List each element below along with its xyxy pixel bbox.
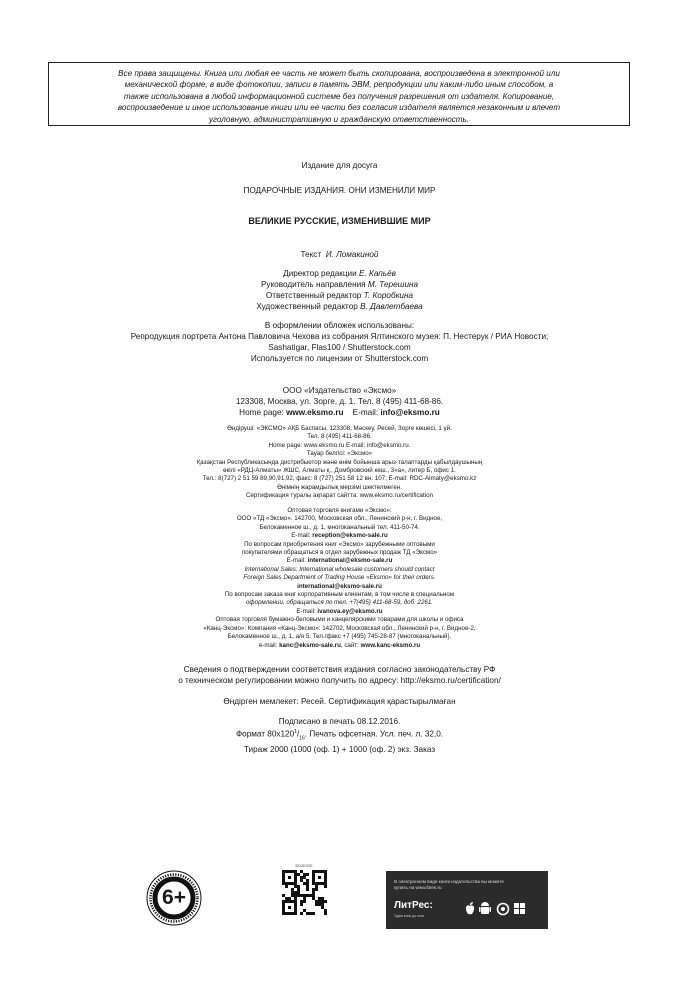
corporate-email-link[interactable]: ivanova.ey@eksmo.ru: [317, 607, 383, 615]
credit-name: М. Терешина: [367, 280, 419, 289]
kz-line: Өнімнің жарамдылық мерзімі шектелмеген.: [277, 483, 402, 491]
site-label: , сайт:: [340, 641, 361, 649]
credits: [20, 268, 659, 312]
conformity-info: [20, 664, 659, 686]
email-link[interactable]: info@eksmo.ru: [380, 408, 440, 417]
intl-email-line: [20, 557, 659, 565]
edition-type: Издание для досуга: [301, 161, 378, 170]
qr-code[interactable]: [274, 864, 334, 934]
credit-name: Е. Капьёв: [358, 269, 396, 278]
intl-sales-email-link[interactable]: international@eksmo-sale.ru: [297, 582, 382, 590]
stationery-contacts: [20, 642, 659, 650]
book-title: ВЕЛИКИЕ РУССКИЕ, ИЗМЕНИВШИЕ МИР: [248, 216, 431, 226]
apple-icon: [466, 902, 474, 914]
text-author-label: Текст: [300, 250, 322, 259]
format-line: Формат $80х120^1/_{16}$. Печать офсетная. Усл. печ. л. 32,0.: [235, 729, 444, 742]
conformity-line: о техническом регулировании можно получить по адресу: http://eksmo.ru/certification/: [178, 676, 501, 685]
copyright-line: воспроизведение и иное использование книги или ее части без согласия издателя является незаконным и влечет: [117, 103, 561, 113]
corporate-email-line: [20, 608, 659, 616]
print-info: [20, 716, 659, 755]
android-icon: [479, 902, 491, 914]
conformity-line: Сведения о подтверждении соответствия издания согласно законодательству РФ: [183, 665, 496, 674]
kz-line: Тел.: 8(727) 2 51 59 89,90,91,92, факс: 8 (727) 251 58 12 вн. 107; E-mail: RDC-Almaty@eksmo.kz: [202, 475, 477, 483]
intl-sales-text: International Sales: International wholesale customers should contact: [244, 565, 435, 573]
homepage-label: Home page:: [239, 408, 287, 417]
litres-promo-text: В электронном виде книги издательства вы можете купить на www.litres.ru: [394, 879, 504, 890]
blackberry-icon: [498, 904, 509, 915]
wholesale-company: Белокаменное ш., д. 1, многоканальный тел. 411-50-74.: [259, 523, 420, 531]
publisher-address: 123308, Москва, ул. Зорге, д. 1. Тел. 8 (495) 411-68-86.: [235, 397, 444, 406]
kazakh-manufacturer-block: [20, 425, 659, 501]
print-run: Тираж 2000 (1000 (оф. 1) + 1000 (оф. 2) экз. Заказ: [243, 745, 436, 755]
platform-icons: [462, 901, 542, 922]
publisher-name: ООО «Издательство «Эксмо»: [282, 386, 397, 395]
corporate-text: По вопросам заказа книг корпоративным клиентам, в том числе в специальном: [224, 591, 455, 599]
publisher-contacts: [20, 407, 659, 418]
credit-role: Директор редакции: [283, 269, 357, 278]
kz-line: Home page: www.eksmo.ru E-mail: info@eksmo.ru.: [268, 441, 411, 449]
text-author-name: И. Ломакиной: [325, 250, 379, 259]
email-label: E-mail:: [286, 557, 308, 565]
format-denominator: 16: [299, 735, 305, 742]
litres-tagline: Один клик до книг: [394, 914, 425, 918]
email-label: e-mail:: [258, 641, 280, 649]
reception-email-link[interactable]: reception@eksmo-sale.ru: [312, 532, 388, 540]
wholesale-email-line: [20, 532, 659, 540]
credit-role: Ответственный редактор: [265, 291, 362, 300]
text-author: [20, 249, 659, 260]
qr-caption: BOOKS2D: [295, 864, 313, 868]
foreign-buyers-text: По вопросам приобретения книг «Эксмо» зарубежными оптовыми: [244, 540, 435, 548]
wholesale-block: [20, 507, 659, 650]
copyright-line: механической форме, в виде фотокопии, записи в память ЭВМ, репродукции или каким-либо иным способом, а: [124, 80, 554, 90]
windows-icon: [514, 903, 525, 914]
cover-line: Sashatigar, Flas100 / Shutterstock.com: [268, 343, 411, 352]
cover-design-credits: [20, 320, 659, 364]
kanc-email-link[interactable]: kanc@eksmo-sale.ru: [279, 641, 341, 649]
credit-role: Художественный редактор: [256, 302, 358, 311]
kz-line: өкілі «РДЦ-Алматы» ЖШС, Алматы қ., Домбровский көш., 3«а», литер Б, офис 1.: [223, 467, 456, 475]
credit-line: [20, 279, 659, 290]
copyright-line: Все права защищены. Книга или любая ее часть не может быть скопирована, воспроизведена в электронной или: [118, 69, 560, 78]
copyright-notice: [48, 62, 630, 126]
qr-module: [324, 912, 327, 915]
foreign-buyers-text: покупателями обращаться в отдел зарубежных продаж ТД «Эксмо»: [241, 549, 438, 557]
series-name: ПОДАРОЧНЫЕ ИЗДАНИЯ. ОНИ ИЗМЕНИЛИ МИР: [243, 186, 436, 195]
litres-banner[interactable]: [386, 871, 548, 929]
cover-line: Репродукция портрета Антона Павловича Чехова из собрания Ялтинского музея: П. Нестерук / РИА Новости;: [130, 332, 549, 341]
credit-line: [20, 268, 659, 279]
cover-line: Используется по лицензии от Shutterstock.com: [250, 354, 429, 363]
signed-date: Подписано в печать 08.12.2016.: [278, 717, 401, 726]
wholesale-company: ООО «ТД «Эксмо». 142700, Московская обл., Ленинский р-н, г. Видное,: [236, 515, 443, 523]
credit-line: [20, 290, 659, 301]
email-label: E-mail:: [352, 408, 381, 417]
country-of-origin: Өндірген мемлекет: Ресей. Сертификация қарастырылмаған: [223, 697, 456, 706]
email-label: E-mail:: [291, 532, 313, 540]
intl-sales-text: Foreign Sales Department of Trading House «Eksmo» for their orders.: [243, 574, 436, 582]
wholesale-header: Оптовая торговля книгами «Эксмо»:: [287, 507, 392, 514]
credit-name: В. Давлетбаева: [360, 302, 423, 311]
kanc-site-link[interactable]: www.kanc-eksmo.ru: [360, 641, 421, 649]
age-rating-badge: [146, 870, 202, 926]
copyright-line: также использована в любой информационной системе без получения разрешения от издателя. Копирование,: [123, 91, 555, 101]
email-label: E-mail:: [296, 607, 318, 615]
copyright-line: уголовную, административную и гражданскую ответственность.: [208, 114, 469, 124]
international-email-link[interactable]: international@eksmo-sale.ru: [307, 557, 393, 565]
stationery-text: «Канц-Эксмо»: Компания «Канц-Эксмо»: 142702, Московская обл., Ленинский р-н, г. Видное-2,: [203, 624, 476, 632]
qr-matrix: [282, 870, 327, 915]
corporate-phone: оформлении, обращаться по тел. +7(495) 411-68-59, доб. 2261.: [245, 599, 434, 607]
kz-line: Тел. 8 (495) 411-68-86.: [307, 433, 372, 441]
publisher-block: [20, 385, 659, 418]
cover-line: В оформлении обложек использованы:: [264, 321, 415, 330]
kz-line: Қазақстан Республикасында дистрибьютор және өнім бойынша арыз-талаптарды қабылдаушының: [196, 458, 483, 466]
stationery-text: Белокаменное ш., д. 1, а/я 5. Тел./факс +7 (495) 745-28-87 (многоканальный).: [227, 633, 452, 641]
kz-line: Тауар белгісі: «Эксмо»: [306, 450, 373, 458]
litres-logo: ЛитРес:: [394, 900, 433, 911]
credit-role: Руководитель направления: [260, 280, 366, 289]
kz-line: Өндіруші: «ЭКСМО» АҚБ Баспасы, 123308, Мәскеу, Ресей, Зорге көшесі, 1 үй.: [227, 425, 452, 432]
homepage-link[interactable]: www.eksmo.ru: [286, 408, 344, 417]
kz-line: Сертификация туралы ақпарат сайтта: www.eksmo.ru/certification: [246, 492, 433, 500]
stationery-text: Оптовая торговля бумажно-беловыми и канцелярскими товарами для школы и офиса: [215, 616, 464, 624]
age-rating-label: 6+: [162, 886, 186, 909]
credit-name: Т. Коробкина: [363, 291, 414, 300]
format-numerator: 1: [294, 729, 297, 735]
credit-line: [20, 301, 659, 312]
